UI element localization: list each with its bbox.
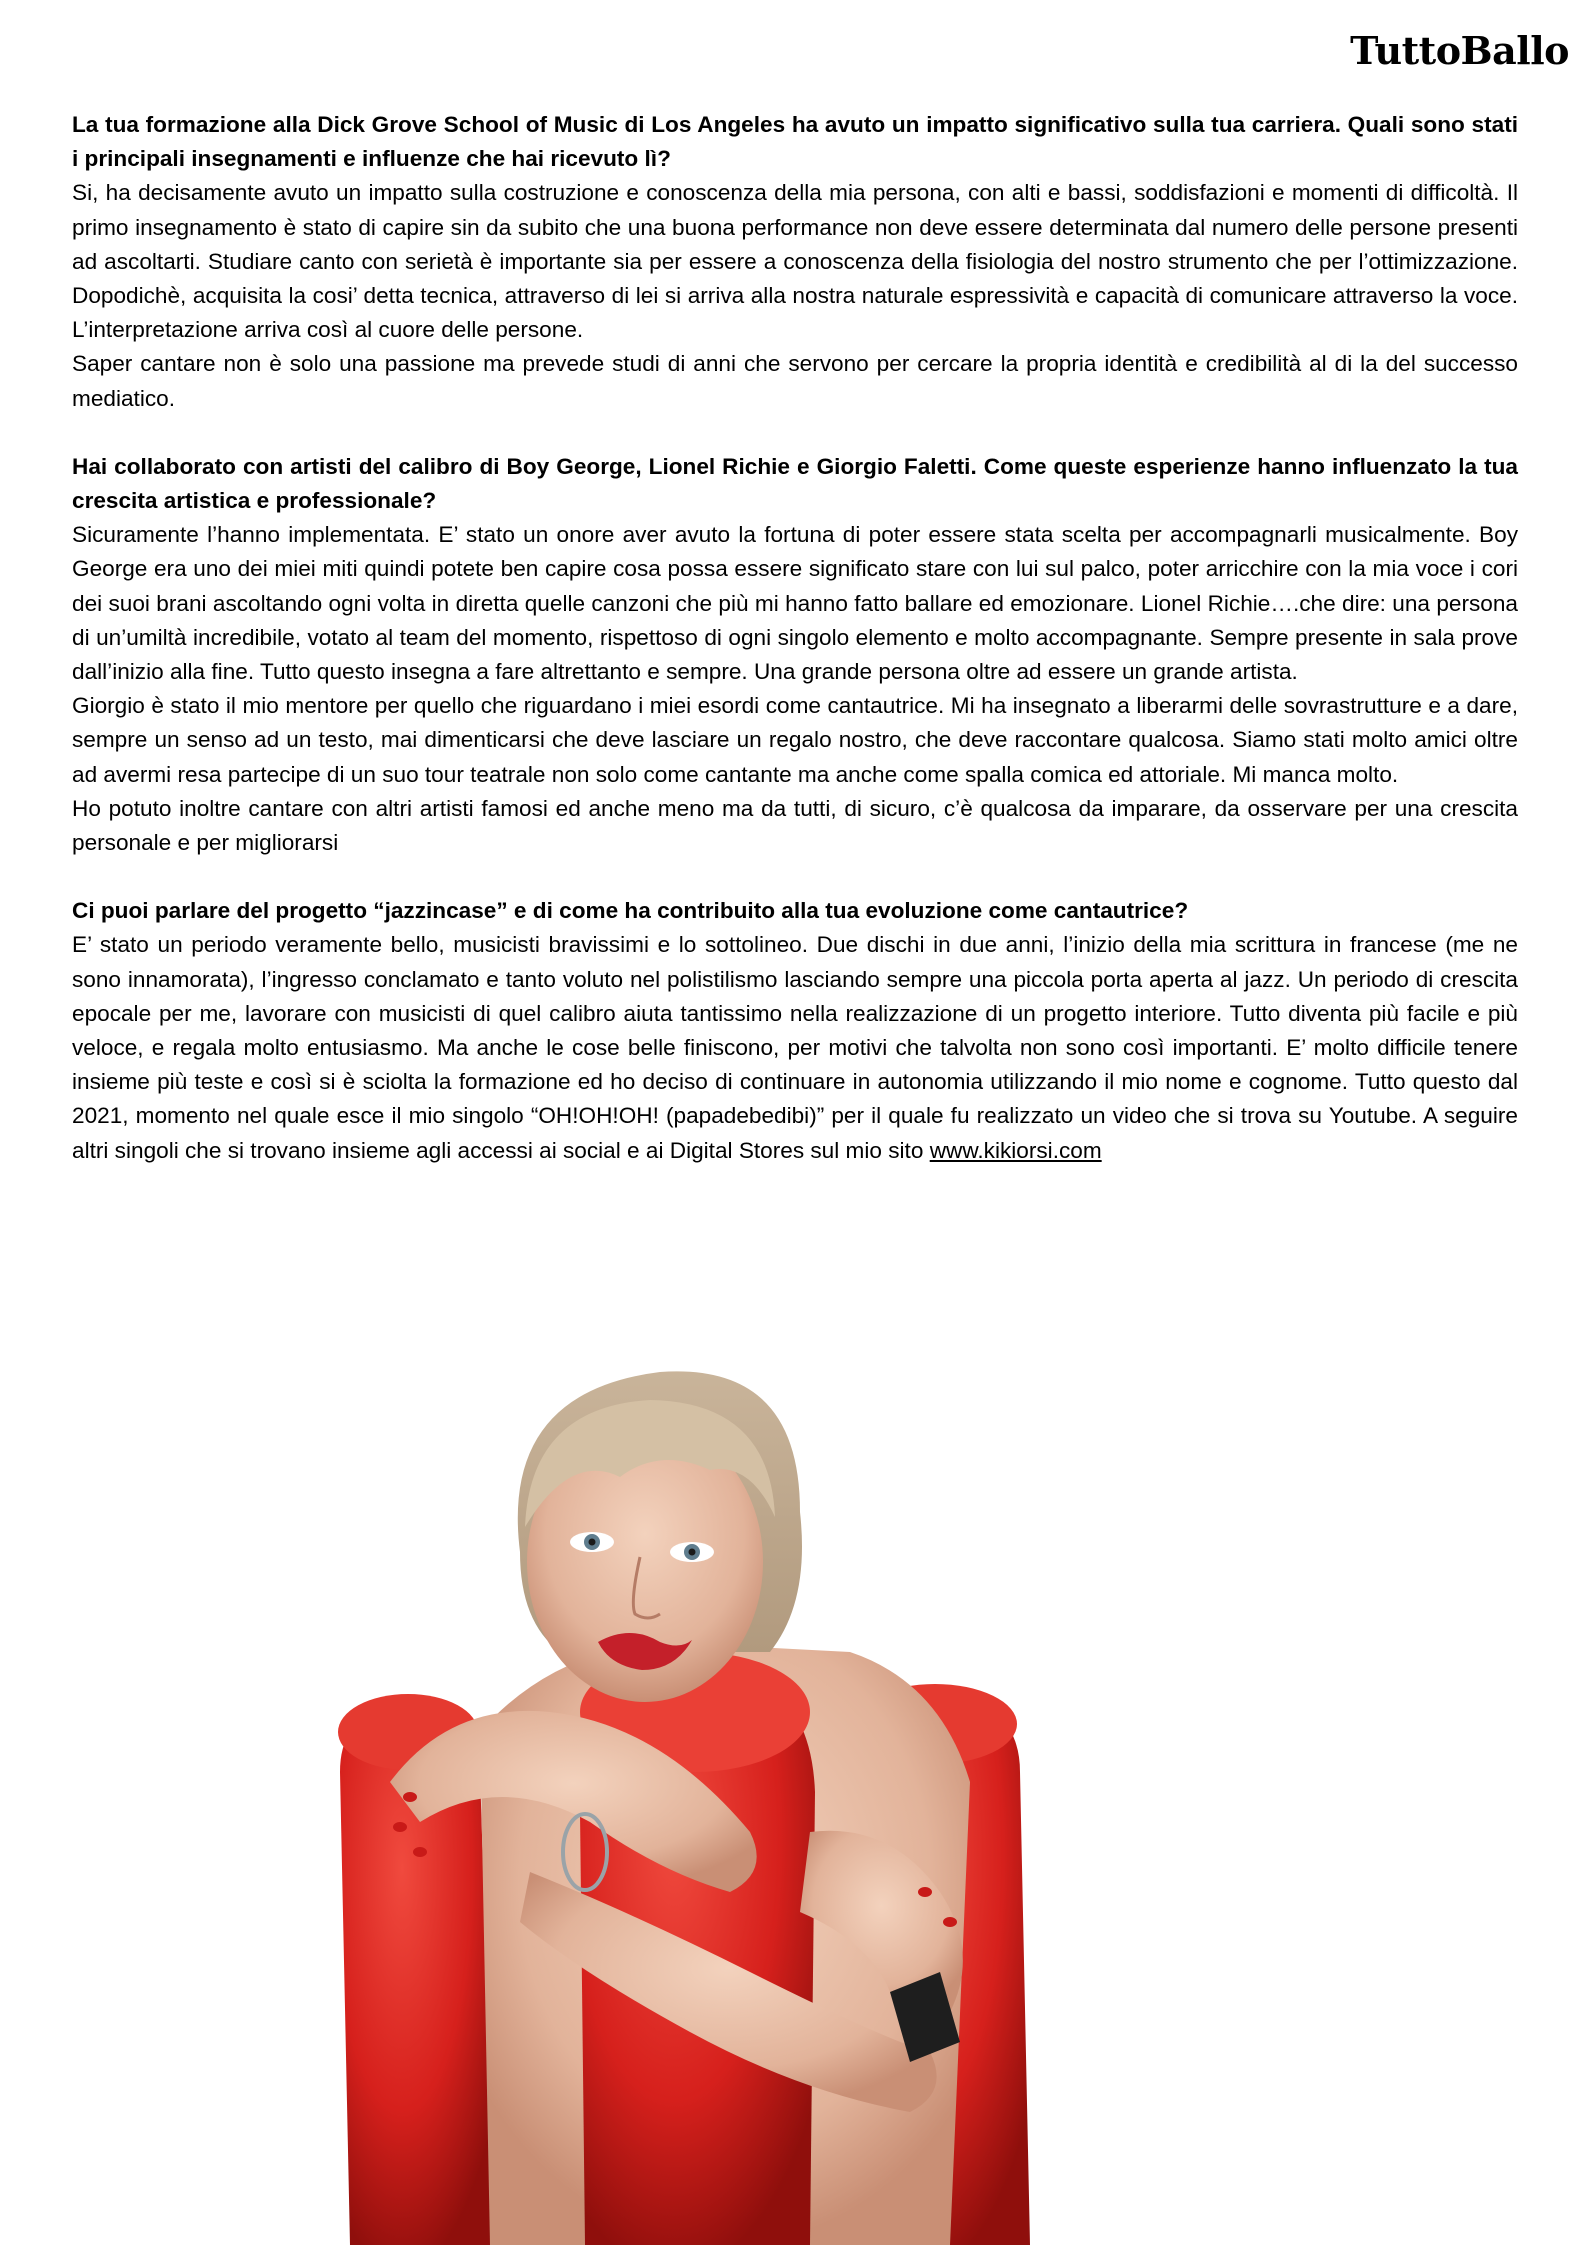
- answer-2-paragraph-3: Ho potuto inoltre cantare con altri artisti famosi ed anche meno ma da tutti, di sicuro, c’è qualcosa da imparare, da osservare per una crescita personale e per migliorarsi: [72, 795, 1518, 856]
- answer-1-paragraph-1: Si, ha decisamente avuto un impatto sulla costruzione e conoscenza della mia persona, con alti e bassi, soddisfazioni e momenti di difficoltà. Il primo insegnamento è stato di capire sin da subito che una buona performance non deve essere determinata dal numero delle persone presenti ad ascoltarti. Studiare canto con serietà è importante sia per essere a conoscenza della fisiologia del nostro strumento che per l’ottimizzazione. Dopodichè, acquisita la cosi’ detta tecnica, attraverso di lei si arriva alla nostra naturale espressività e capacità di comunicare attraverso la voce. L’interpretazione arriva così al cuore delle persone.: [72, 180, 1518, 343]
- article-body: [72, 108, 1518, 1168]
- answer-3-text: E’ stato un periodo veramente bello, musicisti bravissimi e lo sottolineo. Due dischi in due anni, l’inizio della mia scrittura in francese (me ne sono innamorata), l’ingresso conclamato e tanto voluto nel polistilismo lasciando sempre una piccola porta aperta al jazz. Un periodo di crescita epocale per me, lavorare con musicisti di quel calibro aiuta tantissimo nella realizzazione di un progetto interiore. Tutto diventa più facile e più veloce, e regala molto entusiasmo. Ma anche le cose belle finiscono, per motivi che talvolta non sono così importanti. E’ molto difficile tenere insieme più teste e così si è sciolta la formazione ed ho deciso di continuare in autonomia utilizzando il mio nome e cognome. Tutto questo dal 2021, momento nel quale esce il mio singolo “OH!OH!OH! (papadebedibi)” per il quale fu realizzato un video che si trova su Youtube. A seguire altri singoli che si trovano insieme agli accessi ai social e ai Digital Stores sul mio sito: [72, 932, 1518, 1163]
- answer-2-paragraph-2: Giorgio è stato il mio mentore per quello che riguardano i miei esordi come cantautrice. Mi ha insegnato a liberarmi delle sovrastrutture e a dare, sempre un senso ad un testo, mai dimenticarsi che deve lasciare un regalo nostro, che deve raccontare qualcosa. Siamo stati molto amici oltre ad avermi resa partecipe di un suo tour teatrale non solo come cantante ma anche come spalla comica ed attoriale. Mi manca molto.: [72, 693, 1518, 787]
- answer-1-paragraph-2: Saper cantare non è solo una passione ma prevede studi di anni che servono per cercare la propria identità e credibilità al di la del successo mediatico.: [72, 351, 1518, 411]
- website-link[interactable]: www.kikiorsi.com: [929, 1137, 1102, 1163]
- brand-logo: TuttoBallo: [1350, 28, 1569, 73]
- section-spacer: [72, 860, 1518, 894]
- answer-3-paragraph-1: [72, 928, 1518, 1167]
- portrait-photo: [330, 1352, 1270, 2245]
- question-2: Hai collaborato con artisti del calibro di Boy George, Lionel Richie e Giorgio Faletti. Come queste esperienze hanno influenzato la tua crescita artistica e professionale?: [72, 453, 1518, 514]
- section-spacer: [72, 416, 1518, 450]
- question-1: La tua formazione alla Dick Grove School of Music di Los Angeles ha avuto un impatto significativo sulla tua carriera. Quali sono stati i principali insegnamenti e influenze che hai ricevuto lì?: [72, 112, 1518, 172]
- answer-2-paragraph-1: Sicuramente l’hanno implementata. E’ stato un onore aver avuto la fortuna di poter essere stata scelta per accompagnarli musicalmente. Boy George era uno dei miei miti quindi potete ben capire cosa possa essere significato stare con lui sul palco, poter arricchire con la mia voce i cori dei suoi brani ascoltando ogni volta in diretta quelle canzoni che più mi hanno fatto ballare ed emozionare. Lionel Richie….che dire: una persona di un’umiltà incredibile, votato al team del momento, rispettoso di ogni singolo elemento e molto accompagnante. Sempre presente in sala prove dall’inizio alla fine. Tutto questo insegna a fare altrettanto e sempre. Una grande persona oltre ad essere un grande artista.: [72, 522, 1518, 685]
- question-3: Ci puoi parlare del progetto “jazzincase” e di come ha contribuito alla tua evoluzione come cantautrice?: [72, 898, 1189, 924]
